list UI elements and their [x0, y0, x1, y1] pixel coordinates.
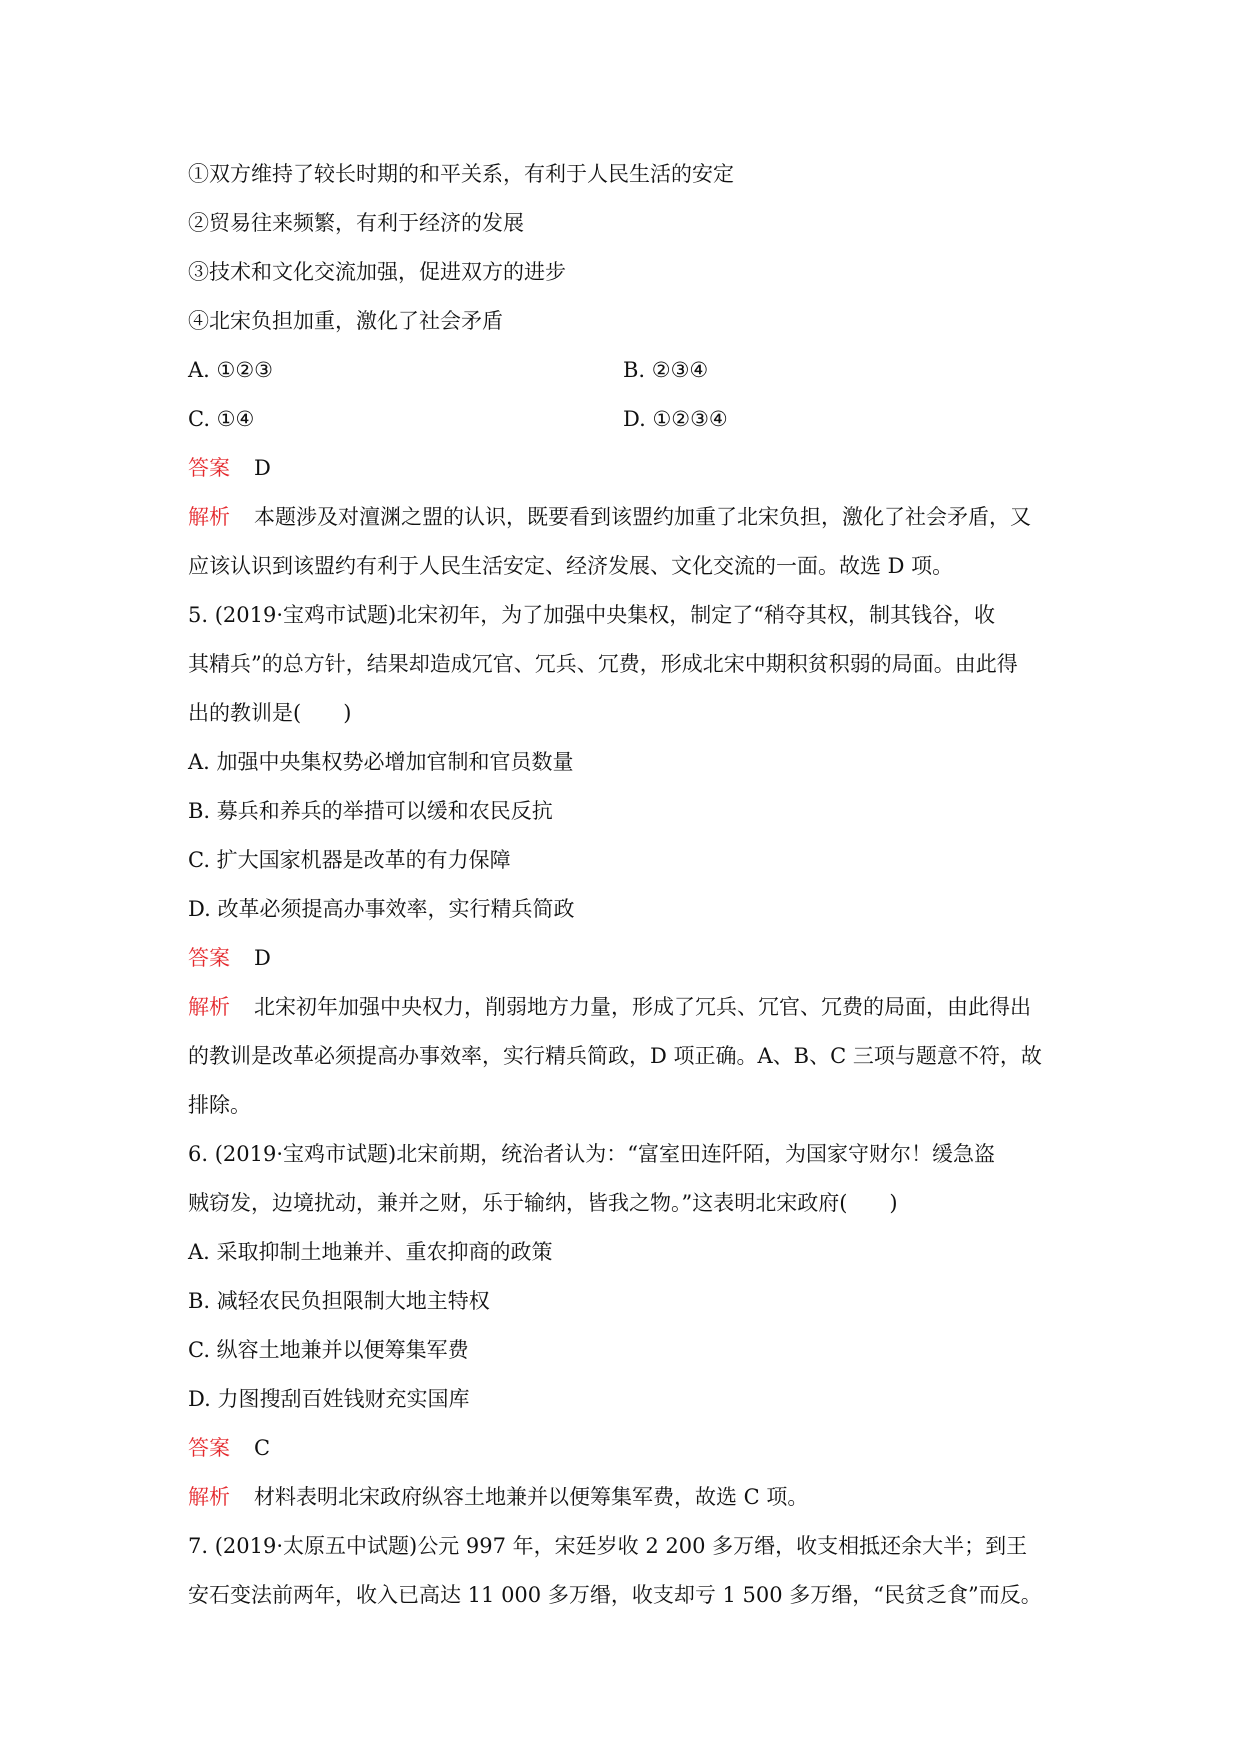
answer-value: D — [254, 456, 271, 480]
answer-line — [188, 444, 1058, 493]
analysis-line — [188, 493, 1058, 542]
answer-label: 答案 — [188, 456, 230, 480]
option-c: C. 纵容土地兼并以便筹集军费 — [188, 1338, 469, 1362]
answer-value: C — [254, 1436, 271, 1460]
analysis-text: 排除。 — [188, 1093, 251, 1117]
analysis-text: 材料表明北宋政府纵容土地兼并以便筹集军费，故选 C 项。 — [254, 1485, 809, 1509]
answer-label: 答案 — [188, 946, 230, 970]
question-stem: 出的教训是( ) — [188, 701, 352, 725]
option-row — [188, 395, 1058, 444]
analysis-line — [188, 1473, 1058, 1522]
option-d: D. ①②③④ — [623, 407, 728, 431]
option-d: D. 力图搜刮百姓钱财充实国库 — [188, 1387, 470, 1411]
answer-line — [188, 1424, 1058, 1473]
option-d: D. 改革必须提高办事效率，实行精兵简政 — [188, 897, 575, 921]
option-a: A. 加强中央集权势必增加官制和官员数量 — [188, 750, 574, 774]
option-b: B. ②③④ — [623, 358, 709, 382]
analysis-text: 本题涉及对澶渊之盟的认识，既要看到该盟约加重了北宋负担，激化了社会矛盾，又 — [254, 505, 1031, 529]
option-a: A. ①②③ — [188, 358, 273, 382]
question-stem: 5. (2019·宝鸡市试题)北宋初年，为了加强中央集权，制定了“稍夺其权，制其钱谷，收 — [188, 603, 995, 627]
question-stem: 安石变法前两年，收入已高达 11 000 多万缗，收支却亏 1 500 多万缗，“民贫乏食”而反。 — [188, 1583, 1042, 1607]
option-b: B. 募兵和养兵的举措可以缓和农民反抗 — [188, 799, 553, 823]
question-stem: 其精兵”的总方针，结果却造成冗官、冗兵、冗费，形成北宋中期积贫积弱的局面。由此得 — [188, 652, 1018, 676]
option-row — [188, 346, 1058, 395]
document-page — [188, 150, 1058, 1620]
analysis-label: 解析 — [188, 995, 230, 1019]
statement-item: ①双方维持了较长时期的和平关系，有利于人民生活的安定 — [188, 162, 734, 186]
option-b: B. 减轻农民负担限制大地主特权 — [188, 1289, 490, 1313]
analysis-text: 北宋初年加强中央权力，削弱地方力量，形成了冗兵、冗官、冗费的局面，由此得出 — [254, 995, 1031, 1019]
answer-label: 答案 — [188, 1436, 230, 1460]
question-stem: 6. (2019·宝鸡市试题)北宋前期，统治者认为：“富室田连阡陌，为国家守财尔！缓急盗 — [188, 1142, 995, 1166]
option-c: C. ①④ — [188, 407, 255, 431]
statement-item: ②贸易往来频繁，有利于经济的发展 — [188, 211, 524, 235]
question-stem: 7. (2019·太原五中试题)公元 997 年，宋廷岁收 2 200 多万缗，收支相抵还余大半；到王 — [188, 1534, 1028, 1558]
answer-line — [188, 934, 1058, 983]
statement-item: ③技术和文化交流加强，促进双方的进步 — [188, 260, 566, 284]
question-stem: 贼窃发，边境扰动，兼并之财，乐于输纳，皆我之物。”这表明北宋政府( ) — [188, 1191, 898, 1215]
analysis-line — [188, 983, 1058, 1032]
analysis-text: 应该认识到该盟约有利于人民生活安定、经济发展、文化交流的一面。故选 D 项。 — [188, 554, 954, 578]
option-c: C. 扩大国家机器是改革的有力保障 — [188, 848, 511, 872]
statement-item: ④北宋负担加重，激化了社会矛盾 — [188, 309, 503, 333]
analysis-label: 解析 — [188, 1485, 230, 1509]
option-a: A. 采取抑制土地兼并、重农抑商的政策 — [188, 1240, 553, 1264]
answer-value: D — [254, 946, 271, 970]
analysis-text: 的教训是改革必须提高办事效率，实行精兵简政，D 项正确。A、B、C 三项与题意不符，故 — [188, 1044, 1042, 1068]
analysis-label: 解析 — [188, 505, 230, 529]
